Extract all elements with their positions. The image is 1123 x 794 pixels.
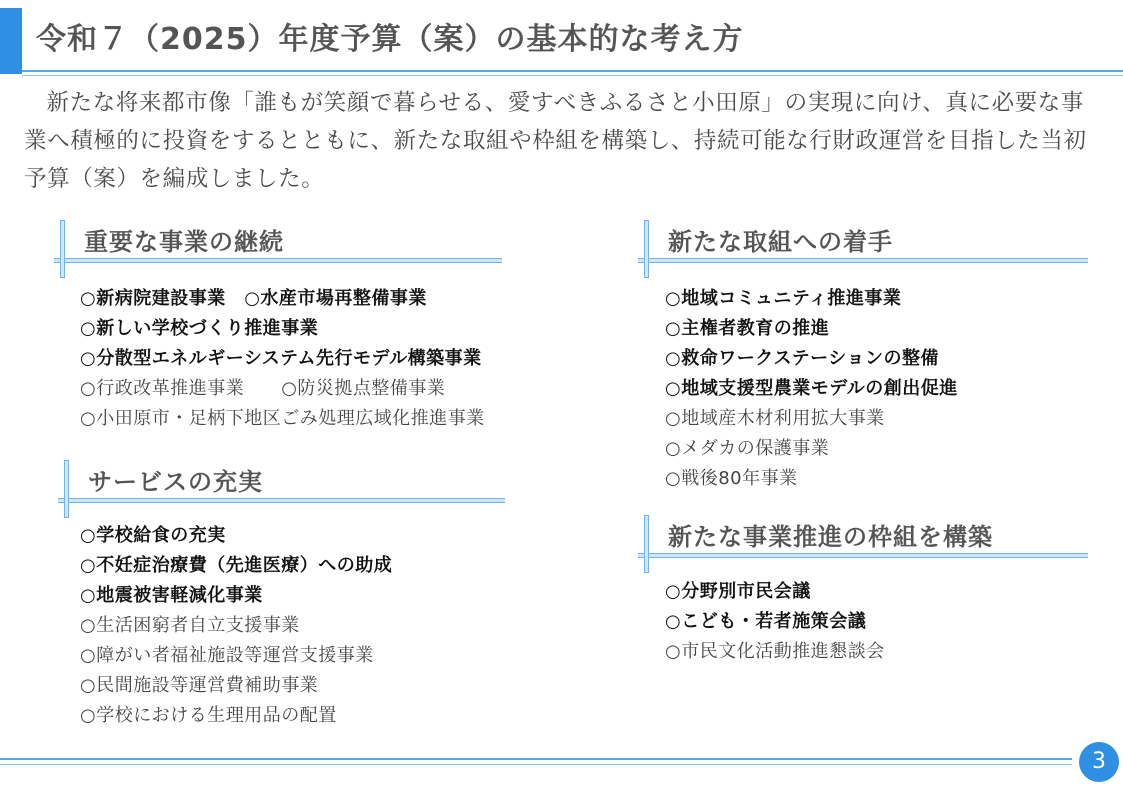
section-title: 新たな取組への着手: [668, 228, 893, 256]
list-item: ○地域コミュニティ推進事業: [665, 288, 902, 309]
list-item: ○不妊症治療費（先進医療）への助成: [80, 555, 393, 576]
intro-text: 新たな将来都市像「誰もが笑顔で暮らせる、愛すべきふるさと小田原」の実現に向け、真に必要な事業へ積極的に投資をするとともに、新たな取組や枠組を構築し、持続可能な行財政運営を目指した当初予算（案）を編成しました。: [24, 90, 1087, 192]
list-item: ○戦後80年事業: [665, 468, 798, 489]
list-item: ○行政改革推進事業 ○防災拠点整備事業: [80, 378, 446, 399]
list-item: ○分散型エネルギーシステム先行モデル構築事業: [80, 348, 482, 369]
list-item: ○メダカの保護事業: [665, 438, 830, 459]
footer-rule-thin: [0, 764, 1072, 765]
list-item: ○市民文化活動推進懇談会: [665, 641, 885, 662]
page-title: 令和７（2025）年度予算（案）の基本的な考え方: [36, 22, 744, 57]
list-item: ○地域産木材利用拡大事業: [665, 408, 885, 429]
list-item: ○救命ワークステーションの整備: [665, 348, 939, 369]
list-item: ○学校における生理用品の配置: [80, 705, 337, 726]
list-item: ○民間施設等運営費補助事業: [80, 675, 319, 696]
list-item: ○生活困窮者自立支援事業: [80, 615, 300, 636]
heading-bracket: [644, 515, 649, 573]
footer-rule: [0, 758, 1072, 760]
list-item: ○学校給食の充実: [80, 525, 226, 546]
section-heading-new-initiatives: [638, 220, 1088, 284]
page-number-badge: 3: [1079, 742, 1119, 782]
title-accent-bar: [0, 8, 22, 74]
section-title: 重要な事業の継続: [84, 228, 284, 256]
continuation-list: [80, 284, 485, 434]
new-initiatives-list: [665, 284, 958, 494]
heading-rule: [58, 498, 505, 503]
list-item: ○こども・若者施策会議: [665, 611, 867, 632]
framework-list: [665, 577, 885, 667]
section-heading-continuation: [54, 220, 502, 284]
list-item: ○地域支援型農業モデルの創出促進: [665, 378, 958, 399]
section-title: 新たな事業推進の枠組を構築: [668, 523, 993, 551]
section-heading-framework: [638, 515, 1088, 579]
title-underline: [22, 70, 1123, 72]
list-item: ○分野別市民会議: [665, 581, 811, 602]
list-item: ○新しい学校づくり推進事業: [80, 318, 319, 339]
heading-bracket: [644, 220, 649, 278]
list-item: ○障がい者福祉施設等運営支援事業: [80, 645, 374, 666]
list-item: ○主権者教育の推進: [665, 318, 830, 339]
list-item: ○新病院建設事業 ○水産市場再整備事業: [80, 288, 427, 309]
intro-paragraph: [24, 84, 1099, 198]
list-item: ○小田原市・足柄下地区ごみ処理広域化推進事業: [80, 408, 485, 429]
heading-bracket: [64, 460, 69, 518]
heading-rule: [54, 258, 502, 263]
section-heading-services: [58, 460, 505, 524]
heading-bracket: [60, 220, 65, 278]
section-title: サービスの充実: [88, 468, 263, 496]
heading-rule: [638, 553, 1088, 558]
services-list: [80, 521, 392, 731]
title-underline-thin: [22, 75, 1123, 76]
heading-rule: [638, 258, 1088, 263]
list-item: ○地震被害軽減化事業: [80, 585, 263, 606]
